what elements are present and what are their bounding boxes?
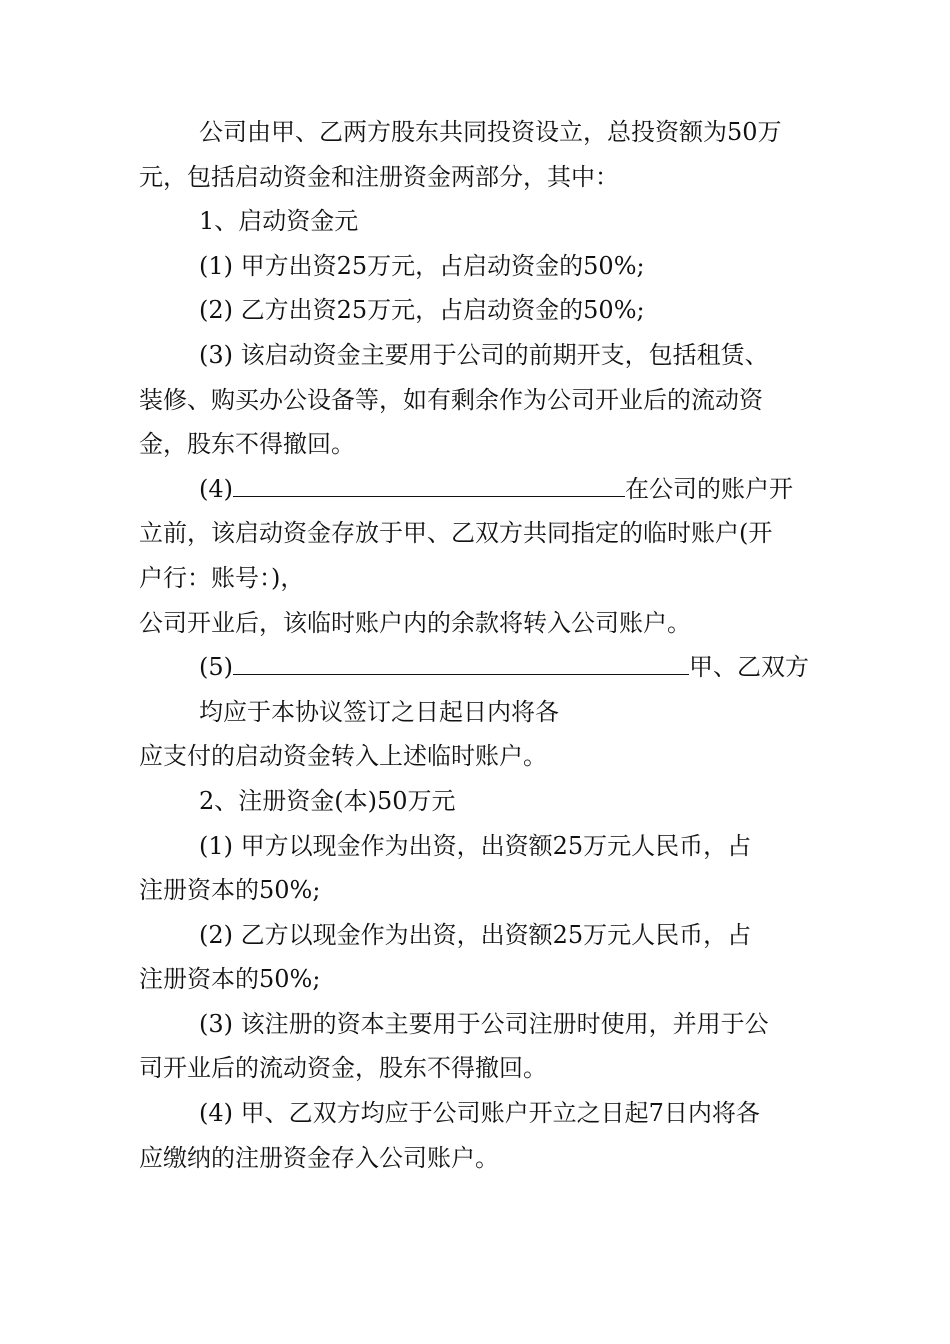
clause-text: 甲、乙双方 <box>689 653 809 682</box>
section-heading: 2、注册资金(本)50万元 <box>199 786 456 815</box>
paragraph-line: 司开业后的流动资金，股东不得撤回。 <box>139 1054 547 1083</box>
paragraph-line: 装修、购买办公设备等，如有剩余作为公司开业后的流动资 <box>139 385 763 414</box>
clause-line: (4) 甲、乙双方均应于公司账户开立之日起7日内将各 <box>199 1099 760 1128</box>
paragraph-line: 应缴纳的注册资金存入公司账户。 <box>139 1143 499 1172</box>
clause-line: (2) 乙方出资25万元，占启动资金的50%; <box>199 296 645 325</box>
clause-line: (3) 该启动资金主要用于公司的前期开支，包括租赁、 <box>199 340 769 369</box>
document-body <box>139 110 829 1180</box>
clause-line: (2) 乙方以现金作为出资，出资额25万元人民币，占 <box>199 920 752 949</box>
fill-in-blank <box>233 468 625 497</box>
clause-line: (1) 甲方以现金作为出资，出资额25万元人民币，占 <box>199 831 752 860</box>
paragraph-line: 户行：账号：)， <box>139 563 305 592</box>
clause-number: (4) <box>199 474 233 503</box>
paragraph-line: 均应于本协议签订之日起日内将各 <box>199 697 559 726</box>
paragraph-line: 立前，该启动资金存放于甲、乙双方共同指定的临时账户(开 <box>139 519 773 548</box>
clause-line: (1) 甲方出资25万元，占启动资金的50%; <box>199 251 645 280</box>
clause-line: (3) 该注册的资本主要用于公司注册时使用，并用于公 <box>199 1009 769 1038</box>
paragraph-line: 元，包括启动资金和注册资金两部分，其中： <box>139 162 619 191</box>
fill-in-blank <box>233 646 689 675</box>
clause-text: 在公司的账户开 <box>625 474 793 503</box>
paragraph-line: 公司开业后，该临时账户内的余款将转入公司账户。 <box>139 608 691 637</box>
clause-number: (5) <box>199 653 233 682</box>
paragraph-line: 金，股东不得撤回。 <box>139 430 355 459</box>
paragraph-line: 注册资本的50%; <box>139 965 321 994</box>
paragraph-line: 应支付的启动资金转入上述临时账户。 <box>139 742 547 771</box>
clause-line <box>139 645 829 690</box>
paragraph-line: 注册资本的50%; <box>139 876 321 905</box>
paragraph-line: 公司由甲、乙两方股东共同投资设立，总投资额为50万 <box>199 118 782 146</box>
section-heading: 1、启动资金元 <box>199 207 359 236</box>
clause-line <box>139 467 829 512</box>
